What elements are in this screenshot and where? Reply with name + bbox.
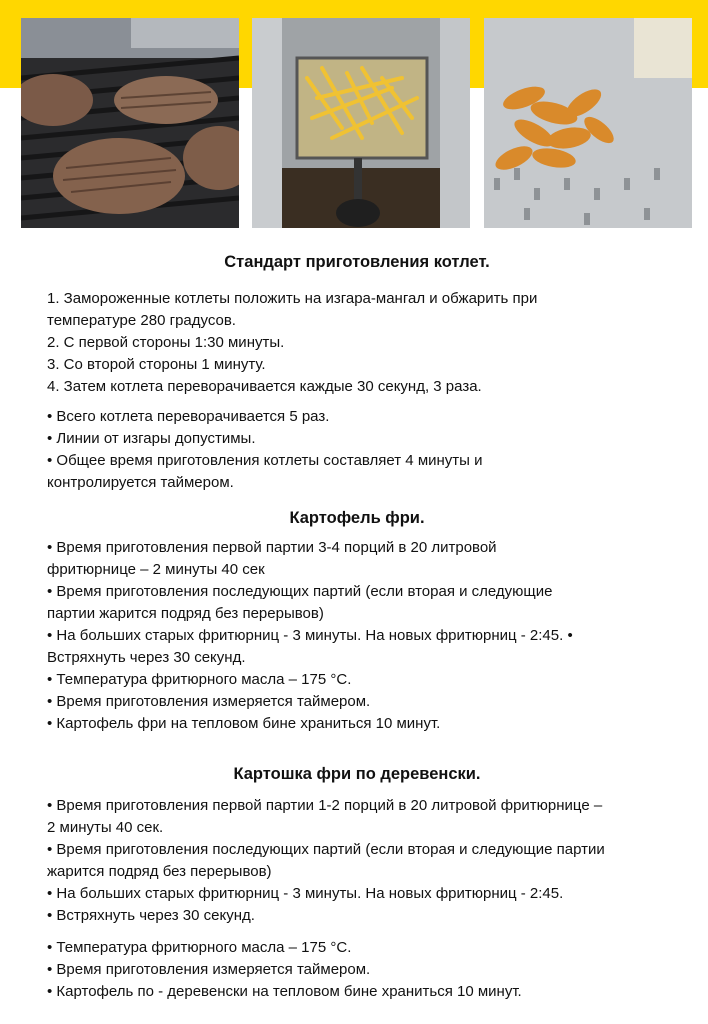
text-line: • Картофель по - деревенски на тепловом бине храниться 10 минут. — [47, 983, 522, 1000]
section-title-fries: Картофель фри. — [289, 509, 425, 527]
fries-body — [47, 537, 573, 735]
fryer-basket-fries-photo — [252, 18, 470, 228]
wedges-notes — [47, 937, 522, 1003]
text-line: 4. Затем котлета переворачивается каждые 30 секунд, 3 раза. — [47, 378, 482, 395]
text-line: • Время приготовления измеряется таймером. — [47, 693, 371, 710]
text-line: • Температура фритюрного масла – 175 °С. — [47, 671, 352, 688]
text-line: • Температура фритюрного масла – 175 °С. — [47, 939, 352, 956]
text-line: 3. Со второй стороны 1 минуту. — [47, 356, 266, 373]
text-line: • Время приготовления последующих партий (если вторая и следующие — [47, 583, 553, 600]
text-line: фритюрнице – 2 минуты 40 сек — [47, 561, 265, 578]
grill-patties-photo — [21, 18, 239, 228]
text-line: • Общее время приготовления котлеты составляет 4 минуты и — [47, 452, 483, 469]
potato-wedges-photo — [484, 18, 692, 228]
text-line: температуре 280 градусов. — [47, 312, 236, 329]
text-line: • Встряхнуть через 30 секунд. — [47, 907, 255, 924]
text-line: • Линии от изгары допустимы. — [47, 430, 256, 447]
section-title-patties: Стандарт приготовления котлет. — [224, 253, 490, 271]
text-line: Встряхнуть через 30 секунд. — [47, 649, 246, 666]
text-line: контролируется таймером. — [47, 474, 234, 491]
text-line: партии жарится подряд без перерывов) — [47, 605, 324, 622]
text-line: • Картофель фри на тепловом бине храниться 10 минут. — [47, 715, 441, 732]
patties-steps — [47, 288, 537, 398]
text-line: • Время приготовления первой партии 3-4 порций в 20 литровой — [47, 539, 497, 556]
text-line: 1. Замороженные котлеты положить на изгара-мангал и обжарить при — [47, 290, 538, 307]
text-line: 2 минуты 40 сек. — [47, 819, 164, 836]
text-line: • На больших старых фритюрниц - 3 минуты. На новых фритюрниц - 2:45. • — [47, 627, 573, 644]
wedges-body — [47, 795, 605, 927]
text-line: • Время приготовления последующих партий (если вторая и следующие партии — [47, 841, 605, 858]
text-line: • На больших старых фритюрниц - 3 минуты. На новых фритюрниц - 2:45. — [47, 885, 564, 902]
patties-notes — [47, 406, 483, 494]
text-line: • Время приготовления первой партии 1-2 порций в 20 литровой фритюрнице – — [47, 797, 603, 814]
text-line: жарится подряд без перерывов) — [47, 863, 272, 880]
section-title-wedges: Картошка фри по деревенски. — [233, 765, 481, 783]
text-line: • Всего котлета переворачивается 5 раз. — [47, 408, 330, 425]
text-line: 2. С первой стороны 1:30 минуты. — [47, 334, 285, 351]
text-line: • Время приготовления измеряется таймером. — [47, 961, 371, 978]
